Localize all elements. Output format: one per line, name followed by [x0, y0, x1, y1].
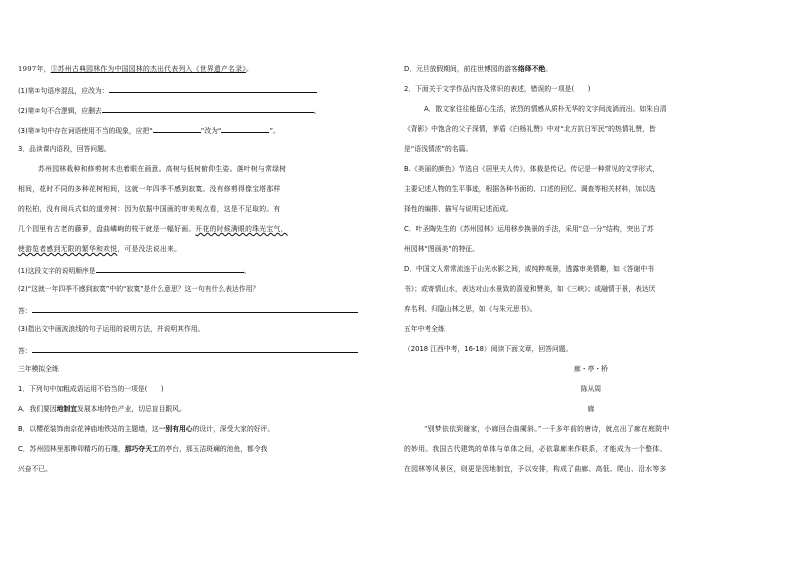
sub-question-2: (2)第②句不合逻辑，应删去 。 — [18, 102, 394, 116]
article-subtitle: 廊 — [587, 405, 595, 413]
answer-blank[interactable] — [96, 262, 244, 273]
option-a-line: 《背影》中饱含的父子深情，茅盾《白杨礼赞》中对“北方抗日军民”的热情礼赞，皆 — [404, 125, 656, 133]
left-column — [18, 62, 394, 476]
passage-question-2: (2)“这就一年四季不感到寂寞”中的“寂寞”是什么意思？这一句有什么表达作用？ — [18, 285, 260, 293]
passage-line: 苏州园林栽种和修剪树木也着眼在画意。高树与低树俯仰生姿。落叶树与常绿树 — [38, 165, 287, 173]
answer-blank[interactable] — [102, 102, 314, 113]
option-b[interactable]: B.《美丽的颜色》节选自《居里夫人传》，体裁是传记。传记是一种常见的文学形式， — [404, 165, 659, 173]
option-b[interactable]: B．以樱花装饰南京花神庙地铁站的主题墙，这一别有用心的设计，深受大家的好评。 — [18, 425, 275, 433]
option-c[interactable]: C．叶圣陶先生的《苏州园林》运用移步换景的手法，采用“总一分”结构，突出了苏 — [404, 225, 654, 233]
answer-blank[interactable] — [221, 122, 269, 133]
option-d-line: 弃名利、归隐山林之思，如《与朱元思书》。 — [404, 305, 537, 313]
answer-blank[interactable] — [109, 82, 317, 93]
article-line: 在园林等风景区，则更是因地制宜，予以安排，构成了曲廊、高低、爬山、沿水等多 — [404, 465, 667, 473]
source-note: （2018 江西中考，16-18）阅读下面文章，回答问题。 — [404, 345, 573, 353]
answer-blank[interactable] — [153, 122, 201, 133]
answer-line: 答： — [18, 342, 394, 356]
option-c[interactable]: C．苏州园林里那榫卯精巧的石雕，那巧夺天工的亭台，那玉洁斑斓的池鱼，都令我 — [18, 445, 268, 453]
right-column — [404, 62, 778, 476]
wavy-sentence: 使游览者感到无限的繁华和欢悦 — [18, 245, 118, 253]
mc-question-1: 1．下列句中加粗成语运用不恰当的一项是( ) — [18, 385, 164, 393]
sub-question-1: (1)第①句语序混乱，应改为： — [18, 82, 394, 96]
option-a[interactable]: A．散文家往往能留心生活，浓烈的情感从质朴无华的文字间流淌而出。如朱自清 — [424, 105, 667, 113]
passage-line: 相间，花时不同的多种花树相间，这就一年四季不感到寂寞。没有修剪得像宝塔那样 — [18, 185, 281, 193]
option-d[interactable]: D．中国文人常常流连于山光水影之间，或纯粹观景，透露审美情趣，如《答谢中书 — [404, 265, 654, 273]
passage-line: 使游览者感到无限的繁华和欢悦，可是没法说出来。 — [18, 245, 182, 253]
option-c-continued: 兴奋不已。 — [18, 465, 52, 473]
passage-question-3: (3)指出文中画波浪线的句子运用的说明方法，并说明其作用。 — [18, 325, 205, 333]
option-c-line: 州园林“图画美”的特征。 — [404, 245, 480, 253]
article-line: 的妙用。我国古代建筑的单体与单体之间，必依靠廊来作联系，才能成为一个整体。 — [404, 445, 667, 453]
option-b-line: 主要记述人物的生平事迹，根据各种书面的、口述的回忆、调查等相关材料，加以选 — [404, 185, 656, 193]
wavy-sentence: 开花的时候满眼的珠光宝气， — [195, 225, 288, 233]
section-heading-three-year: 三年模拟全练 — [18, 365, 59, 373]
intro-line: 1997年，③苏州古典园林作为中国园林的杰出代表列入《世界遗产名录》。 — [18, 65, 254, 73]
sub-question-3: (3)第③句中存在词语使用不当的现象，应把“ ”改为“ ”。 — [18, 122, 394, 136]
option-b-line: 择性的编排、描写与说明记述而成。 — [404, 205, 513, 213]
article-title: 廊・亭・桥 — [574, 365, 608, 373]
sentence-three: ③苏州古典园林作为中国园林的杰出代表列入《世界遗产名录》 — [50, 65, 247, 73]
article-author: 陈从周 — [580, 385, 602, 393]
answer-line: 答： — [18, 302, 394, 316]
passage-line: 几个园里有古老的藤萝，盘曲嶙峋的枝干就是一幅好画。开花的时候满眼的珠光宝气， — [18, 225, 288, 233]
answer-blank[interactable] — [32, 302, 358, 313]
section-3-heading: 3．品读课内语段，回答问题。 — [18, 145, 111, 153]
passage-question-1: (1)这段文字的说明顺序是 。 — [18, 262, 394, 276]
article-line: “别梦依依到谢家，小廊回合曲阑斜。”一千多年前的唐诗，就点出了廊在庭院中 — [424, 425, 670, 433]
passage-line: 的松柏，没有阅兵式似的道旁树：因为依据中国画的审美观点看，这是不足取的。有 — [18, 205, 281, 213]
answer-blank[interactable] — [32, 342, 358, 353]
option-d-line: 书》；或寄情山水，表达对山水景致的喜爱和赞美，如《三峡》；或融情于景，表达厌 — [404, 285, 656, 293]
option-d[interactable]: D．元旦放假期间，前往世博园的游客络绎不绝。 — [404, 65, 552, 73]
option-a-line: 是“语浅情浓”的名篇。 — [404, 145, 473, 153]
section-heading-five-year: 五年中考全练 — [404, 325, 445, 333]
mc-question-2: 2．下面关于文学作品内容及常识的表述，错误的一项是( ) — [404, 85, 591, 93]
option-a[interactable]: A．我们要因地制宜发展本地特色产业，切忌盲目跟风。 — [18, 405, 186, 413]
